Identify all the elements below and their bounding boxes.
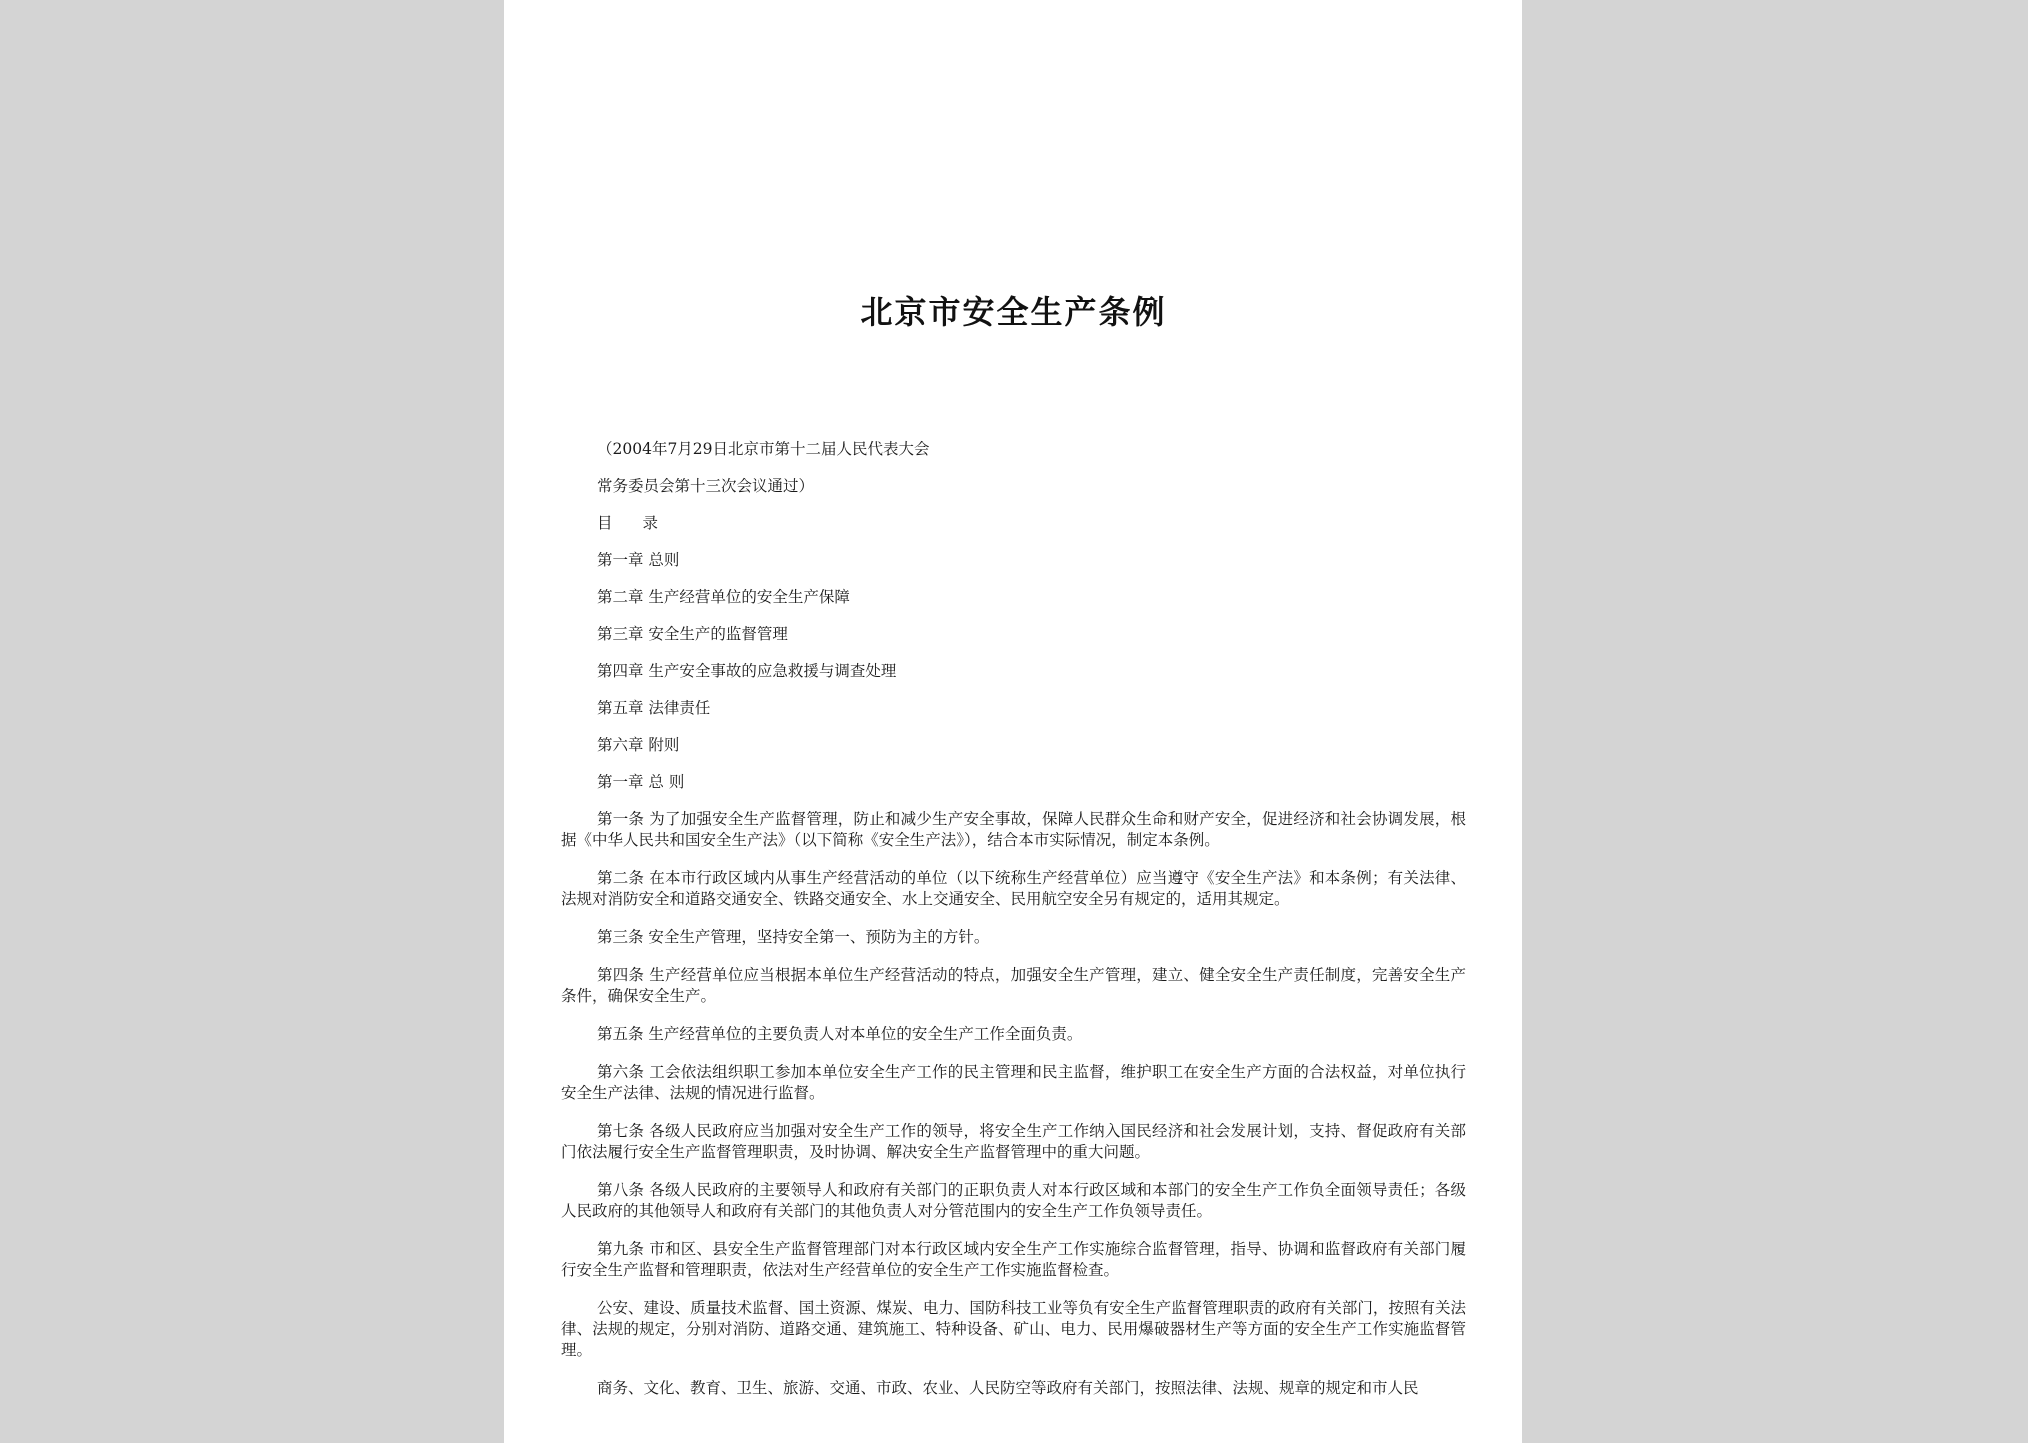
- preamble-line: 常务委员会第十三次会议通过）: [597, 477, 815, 495]
- toc-item: 第四章 生产安全事故的应急救援与调查处理: [597, 662, 897, 680]
- article-paragraph: 第二条 在本市行政区域内从事生产经营活动的单位（以下统称生产经营单位）应当遵守《安全生产法》和本条例；有关法律、法规对消防安全和道路交通安全、铁路交通安全、水上交通安全、民用航空安全另有规定的，适用其规定。: [561, 869, 1466, 908]
- toc-item: 第六章 附则: [597, 736, 680, 754]
- article-paragraph: 第一条 为了加强安全生产监督管理，防止和减少生产安全事故，保障人民群众生命和财产安全，促进经济和社会协调发展，根据《中华人民共和国安全生产法》（以下简称《安全生产法》），结合本市实际情况，制定本条例。: [561, 810, 1466, 849]
- article-paragraph: 第九条 市和区、县安全生产监督管理部门对本行政区域内安全生产工作实施综合监督管理，指导、协调和监督政府有关部门履行安全生产监督和管理职责，依法对生产经营单位的安全生产工作实施监督检查。: [561, 1240, 1466, 1279]
- article-paragraph: 公安、建设、质量技术监督、国土资源、煤炭、电力、国防科技工业等负有安全生产监督管理职责的政府有关部门，按照有关法律、法规的规定，分别对消防、道路交通、建筑施工、特种设备、矿山、电力、民用爆破器材生产等方面的安全生产工作实施监督管理。: [561, 1299, 1466, 1359]
- article-paragraph: 第四条 生产经营单位应当根据本单位生产经营活动的特点，加强安全生产管理，建立、健全安全生产责任制度，完善安全生产条件，确保安全生产。: [561, 966, 1466, 1005]
- chapter-heading: 第一章 总 则: [597, 773, 685, 791]
- toc-heading-char: 录: [642, 514, 659, 532]
- document-page: [504, 0, 1522, 1443]
- toc-item: 第一章 总则: [597, 551, 680, 569]
- article-paragraph: 第三条 安全生产管理，坚持安全第一、预防为主的方针。: [597, 928, 990, 946]
- article-paragraph: 商务、文化、教育、卫生、旅游、交通、市政、农业、人民防空等政府有关部门，按照法律、法规、规章的规定和市人民: [597, 1379, 1419, 1397]
- toc-item: 第五章 法律责任: [597, 699, 711, 717]
- toc-heading-char: 目: [597, 514, 613, 532]
- toc-item: 第二章 生产经营单位的安全生产保障: [597, 588, 850, 606]
- article-paragraph: 第五条 生产经营单位的主要负责人对本单位的安全生产工作全面负责。: [597, 1025, 1083, 1043]
- toc-item: 第三章 安全生产的监督管理: [597, 625, 788, 643]
- document-title: 北京市安全生产条例: [860, 293, 1167, 331]
- article-paragraph: 第七条 各级人民政府应当加强对安全生产工作的领导，将安全生产工作纳入国民经济和社会发展计划，支持、督促政府有关部门依法履行安全生产监督管理职责，及时协调、解决安全生产监督管理中的重大问题。: [561, 1122, 1466, 1161]
- article-paragraph: 第六条 工会依法组织职工参加本单位安全生产工作的民主管理和民主监督，维护职工在安全生产方面的合法权益，对单位执行安全生产法律、法规的情况进行监督。: [561, 1063, 1466, 1102]
- toc-heading: [561, 513, 1466, 534]
- article-paragraph: 第八条 各级人民政府的主要领导人和政府有关部门的正职负责人对本行政区域和本部门的安全生产工作负全面领导责任；各级人民政府的其他领导人和政府有关部门的其他负责人对分管范围内的安全生产工作负领导责任。: [561, 1181, 1466, 1220]
- preamble-line: （2004年7月29日北京市第十二届人民代表大会: [597, 440, 930, 458]
